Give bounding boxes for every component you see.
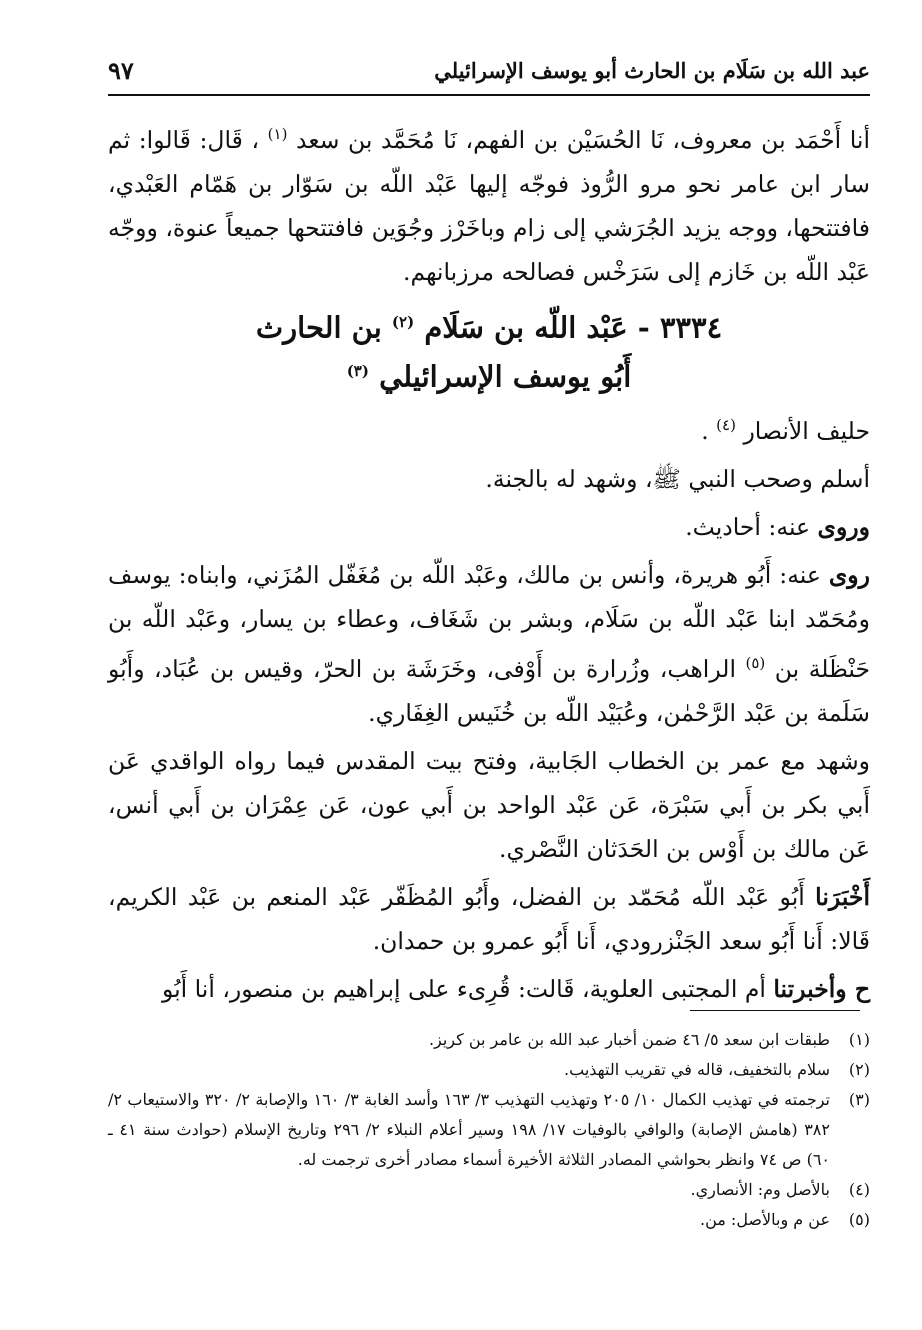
paragraph-2 bbox=[108, 403, 870, 453]
footnote-text: طبقات ابن سعد ٥/ ٤٦ ضمن أخبار عبد الله بن عامر بن كريز. bbox=[428, 1030, 830, 1049]
paragraph-text: أَبُو عَبْد اللّه مُحَمّد بن الفضل، وأَبُو المُظَفّر عَبْد المنعم بن عَبْد الكريم، قَالا: أَنا أَبُو سعد الجَنْزرودي، أَنا أَبُو عمرو بن حمدان. bbox=[108, 882, 870, 955]
paragraph-3: أسلم وصحب النبي ﷺ، وشهد له بالجنة. bbox=[485, 464, 870, 493]
footnote-number: (٣) bbox=[848, 1090, 870, 1109]
heading-text: بن الحارث bbox=[255, 310, 382, 345]
heading-text: أَبُو يوسف الإسرائيلي bbox=[379, 360, 632, 395]
keyword: أَخْبَرَنا bbox=[815, 882, 870, 911]
biography-heading bbox=[108, 300, 870, 399]
footnote-ref-5: (٥) bbox=[745, 653, 766, 672]
running-header bbox=[108, 56, 870, 96]
footnote-number: (٤) bbox=[848, 1180, 870, 1199]
keyword: وروى bbox=[817, 512, 870, 541]
biography-heading-line-1 bbox=[108, 300, 870, 350]
footnote-ref-2: (٢) bbox=[391, 312, 415, 331]
paragraph-6: وشهد مع عمر بن الخطاب الجَابية، وفتح بيت المقدس فيما رواه الواقدي عَن أَبي بكر بن أَبي سَبْرَة، عَن عَبْد الواحد بن أَبي عون، عَن عِمْرَان بن أَبي أنس، عَن مالك بن أَوْس بن الحَدَثان النَّصْري. bbox=[108, 746, 870, 863]
footnote-text: سلام بالتخفيف، قاله في تقريب التهذيب. bbox=[564, 1060, 830, 1079]
footnote-number: (٢) bbox=[848, 1060, 870, 1079]
footnotes bbox=[108, 1025, 870, 1235]
footnote-text: بالأصل وم: الأنصاري. bbox=[690, 1180, 830, 1199]
main-text bbox=[108, 112, 870, 1011]
paragraph-1 bbox=[108, 112, 870, 294]
footnote-ref-4: (٤) bbox=[716, 416, 736, 435]
footnote-text: عن م وبالأصل: من. bbox=[700, 1210, 830, 1229]
footnote bbox=[108, 1055, 870, 1085]
biography-heading-line-2 bbox=[108, 349, 870, 399]
footnote-ref-1: (١) bbox=[267, 125, 288, 143]
paragraph-4 bbox=[108, 505, 870, 549]
paragraph-text: أنا أَحْمَد بن معروف، نَا الحُسَيْن بن الفهم، نَا مُحَمَّد بن سعد bbox=[296, 125, 870, 154]
paragraph-7 bbox=[108, 875, 870, 963]
footnote bbox=[108, 1085, 870, 1175]
keyword: ح وأخبرتنا bbox=[773, 974, 870, 1003]
paragraph-text: . bbox=[701, 416, 709, 445]
paragraph-text: عنه: أَبُو هريرة، وأنس بن مالك، وعَبْد اللّه بن مُغَفّل المُزَني، وابناه: يوسف ومُحَمّد ابنا عَبْد اللّه بن سَلَام، وبشر بن شَغَاف، وعطاء بن يسار، وعَبْد اللّه بن حَنْظَلة بن bbox=[108, 560, 870, 683]
paragraph-text: أم المجتبى العلوية، قَالت: قُرِىء على إبراهيم بن منصور، أنا أَبُو bbox=[161, 974, 766, 1003]
paragraph-text: حليف الأنصار bbox=[743, 416, 870, 445]
heading-text: ٣٣٣٤ - عَبْد اللّه بن سَلَام bbox=[424, 310, 723, 345]
paragraph-text: الراهب، وزُرارة بن أَوْفى، وخَرَشَة بن الحرّ، وقيس بن عُبَاد، وأَبُو سَلَمة بن عَبْد الرَّحْمٰن، وعُبَيْد اللّه بن خُنَيس الغِفَاري. bbox=[108, 654, 870, 727]
footnote-number: (١) bbox=[848, 1030, 870, 1049]
footnote bbox=[108, 1025, 870, 1055]
keyword: روى bbox=[828, 560, 870, 589]
page-number: ٩٧ bbox=[108, 56, 134, 85]
footnote bbox=[108, 1175, 870, 1205]
paragraph-5 bbox=[108, 553, 870, 735]
paragraph-8 bbox=[108, 967, 870, 1011]
footnote-number: (٥) bbox=[848, 1210, 870, 1229]
footnote-text: ترجمته في تهذيب الكمال ١٠/ ٢٠٥ وتهذيب التهذيب ٣/ ١٦٣ وأسد الغابة ٣/ ١٦٠ والإصابة ٢/ ٣٢٠ والاستيعاب ٢/ ٣٨٢ (هامش الإصابة) والوافي بالوفيات ١٧/ ١٩٨ وسير أعلام النبلاء ٢/ ٢٩٦ وتاريخ الإسلام (حوادث سنة ٤١ ـ ٦٠) ص ٧٤ وانظر بحواشي المصادر الثلاثة الأخيرة أسماء مصادر أخرى ترجمت له. bbox=[108, 1090, 830, 1169]
footnote-divider bbox=[690, 1010, 860, 1011]
running-title: عبد الله بن سَلَام بن الحارث أبو يوسف الإسرائيلي bbox=[434, 58, 870, 83]
footnote bbox=[108, 1205, 870, 1235]
paragraph-text: عنه: أحاديث. bbox=[685, 512, 811, 541]
paragraph-text: ، قَال: قَالوا: ثم سار ابن عامر نحو مرو الرُّوذ فوجّه إليها عَبْد اللّه بن سَوّار بن هَمّام العَبْدي، فافتتحها، ووجه يزيد الجُرَشي إلى زام وباخَرْز وجُوَين فافتتحها جميعاً عنوة، ووجّه عَبْد اللّه بن خَازم إلى سَرَخْس فصالحه مرزبانهم. bbox=[108, 125, 870, 286]
footnote-ref-3: (٣) bbox=[346, 362, 369, 381]
